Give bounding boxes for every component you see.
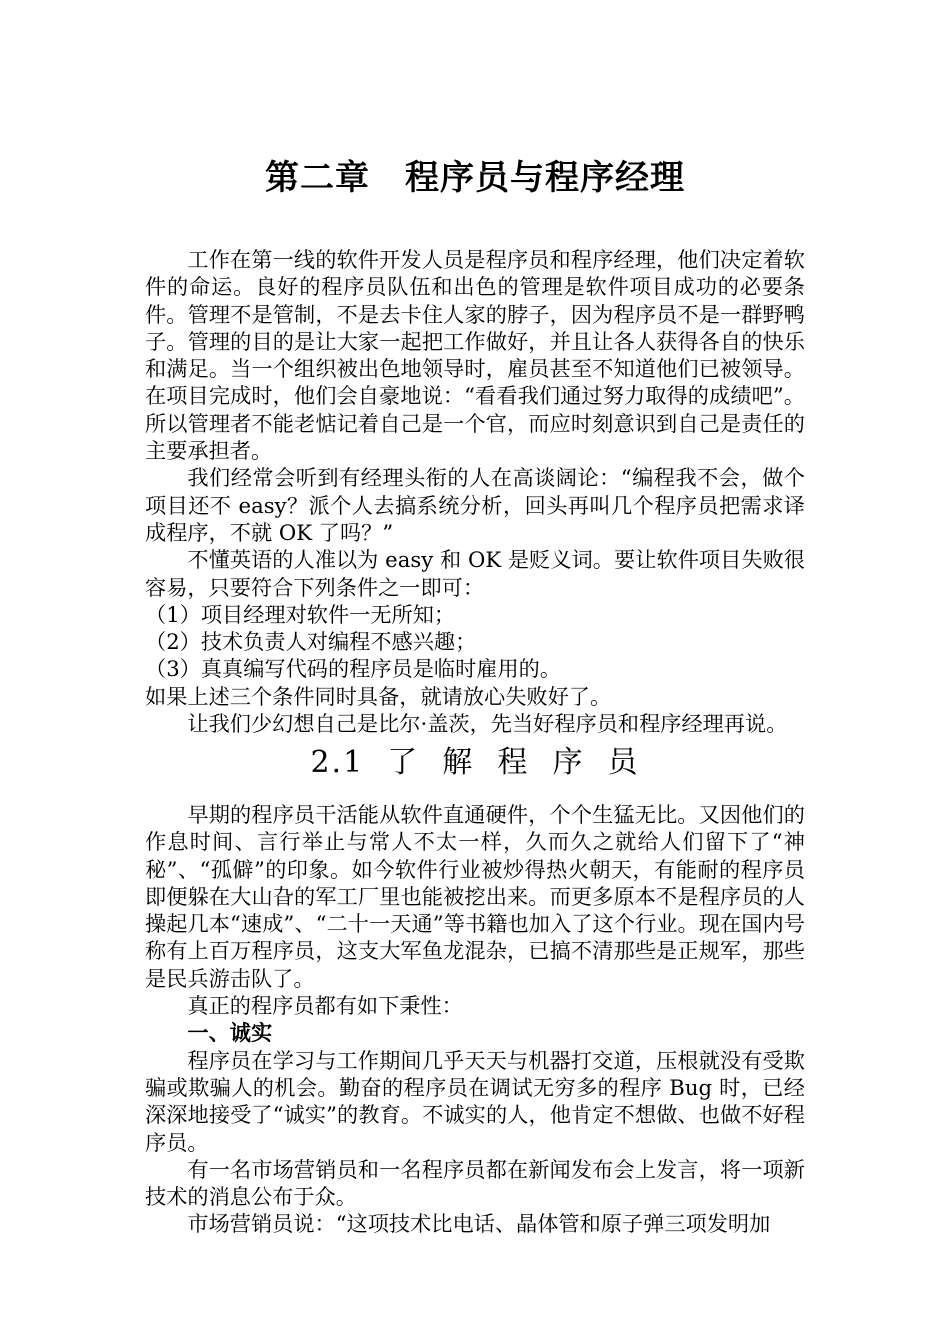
honesty-paragraph-1: 程序员在学习与工作期间几乎天天与机器打交道，压根就没有受欺骗或欺骗人的机会。勤奋的程序员在调试无穷多的程序 Bug 时，已经深深地接受了“诚实”的教育。不诚实的人，他肯定不想做、也做不好程序员。 xyxy=(145,1047,805,1155)
honesty-paragraph-3: 市场营销员说：“这项技术比电话、晶体管和原子弹三项发明加 xyxy=(187,1211,771,1237)
failure-condition-3: （3）真真编写代码的程序员是临时雇用的。 xyxy=(145,656,562,682)
chapter-title: 第二章 程序员与程序经理 xyxy=(265,158,685,198)
section-paragraph-2: 真正的程序员都有如下秉性： xyxy=(187,993,463,1019)
subheading-honesty: 一、诚实 xyxy=(187,1020,273,1046)
section-title: 2.1 了 解 程 序 员 xyxy=(310,745,640,780)
intro-paragraph-2: 我们经常会听到有经理头衔的人在高谈阔论：“编程我不会，做个项目还不 easy？派个人去搞系统分析，回头再叫几个程序员把需求译成程序，不就 OK 了吗？” xyxy=(145,465,805,545)
honesty-paragraph-2: 有一名市场营销员和一名程序员都在新闻发布会上发言，将一项新技术的消息公布于众。 xyxy=(145,1156,805,1210)
intro-paragraph-3: 不懂英语的人准以为 easy 和 OK 是贬义词。要让软件项目失败很容易，只要符合下列条件之一即可： xyxy=(145,547,805,600)
section-body xyxy=(145,801,805,1238)
intro-paragraph-1: 工作在第一线的软件开发人员是程序员和程序经理，他们决定着软件的命运。良好的程序员队伍和出色的管理是软件项目成功的必要条件。管理不是管制，不是去卡住人家的脖子，因为程序员不是一群野鸭子。管理的目的是让大家一起把工作做好，并且让各人获得各自的快乐和满足。当一个组织被出色地领导时，雇员甚至不知道他们已被领导。在项目完成时，他们会自豪地说：“看看我们通过努力取得的成绩吧”。所以管理者不能老惦记着自己是一个官，而应时刻意识到自己是责任的主要承担者。 xyxy=(145,247,805,464)
intro-section xyxy=(145,246,805,737)
intro-closing: 让我们少幻想自己是比尔·盖茨，先当好程序员和程序经理再说。 xyxy=(187,711,788,737)
intro-conclusion: 如果上述三个条件同时具备，就请放心失败好了。 xyxy=(145,683,612,709)
section-paragraph-1: 早期的程序员干活能从软件直通硬件，个个生猛无比。又因他们的作息时间、言行举止与常人不太一样，久而久之就给人们留下了“神秘”、“孤僻”的印象。如今软件行业被炒得热火朝天，有能耐的程序员即便躲在大山旮的军工厂里也能被挖出来。而更多原本不是程序员的人操起几本“速成”、“二十一天通”等书籍也加入了这个行业。现在国内号称有上百万程序员，这支大军鱼龙混杂，已搞不清那些是正规军，那些是民兵游击队了。 xyxy=(145,802,805,991)
failure-condition-1: （1）项目经理对软件一无所知； xyxy=(145,601,456,627)
failure-condition-2: （2）技术负责人对编程不感兴趣； xyxy=(145,629,477,655)
